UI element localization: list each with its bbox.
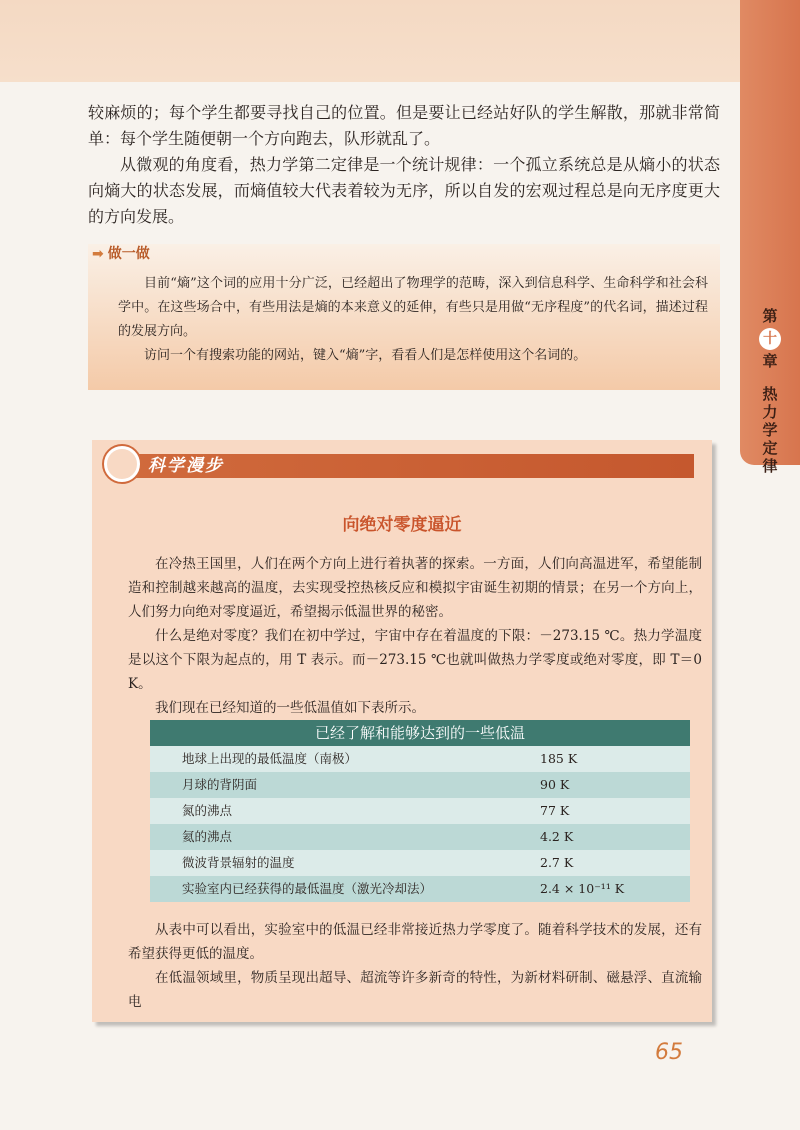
chapter-title-char: 定 (762, 439, 778, 457)
page-number: 65 (655, 1040, 683, 1065)
article-title: 向绝对零度逼近 (342, 515, 462, 535)
try-it-paragraph: 访问一个有搜索功能的网站，键入“熵”字，看看人们是怎样使用这个名词的。 (144, 348, 587, 363)
table-caption: 已经了解和能够达到的一些低温 (150, 720, 690, 746)
arrow-right-icon: ➡ (92, 246, 104, 262)
top-band (0, 0, 740, 82)
table-row (150, 850, 690, 876)
chapter-title-char: 力 (762, 403, 778, 421)
try-it-paragraph: 目前“熵”这个词的应用十分广泛，已经超出了物理学的范畴，深入到信息科学、生命科学和社会科学中。在这些场合中，有些用法是熵的本来意义的延伸，有些只是用做“无序程度”的代名词，描述过程的发展方向。 (118, 276, 708, 339)
table-cell-item: 实验室内已经获得的最低温度（激光冷却法） (182, 881, 433, 896)
try-it-heading-text: 做一做 (107, 246, 150, 262)
chapter-side-tab (740, 0, 800, 475)
table-cell-item: 微波背景辐射的温度 (182, 855, 295, 870)
article-paragraph: 我们现在已经知道的一些低温值如下表所示。 (155, 700, 425, 716)
table-cell-item: 氮的沸点 (182, 803, 233, 818)
chapter-title-char: 热 (762, 385, 778, 403)
chapter-suffix: 章 (762, 352, 778, 370)
table-cell-value: 2.7 K (540, 855, 574, 870)
article-paragraph: 从表中可以看出，实验室中的低温已经非常接近热力学零度了。随着科学技术的发展，还有希望获得更低的温度。 (128, 922, 702, 962)
table-row (150, 824, 690, 850)
table-row (150, 746, 690, 772)
chapter-prefix: 第 (762, 307, 778, 325)
chapter-number-badge: 十 (759, 328, 781, 350)
science-walk-label: 科学漫步 (148, 456, 224, 476)
chapter-title-char: 学 (762, 421, 778, 439)
table-cell-item: 氦的沸点 (182, 829, 233, 844)
banner-circle-icon (104, 446, 140, 482)
chapter-title (740, 385, 800, 475)
table-cell-value: 4.2 K (540, 829, 574, 844)
table-cell-value: 77 K (540, 803, 570, 818)
try-it-box (88, 244, 720, 390)
try-it-text (118, 272, 708, 368)
table-cell-item: 地球上出现的最低温度（南极） (182, 751, 358, 766)
try-it-heading (92, 244, 150, 264)
body-paragraph-2: 从微观的角度看，热力学第二定律是一个统计规律：一个孤立系统总是从熵小的状态向熵大的状态发展，而熵值较大代表着较为无序，所以自发的宏观过程总是向无序度更大的方向发展。 (88, 155, 720, 226)
body-paragraph-1: 较麻烦的；每个学生都要寻找自己的位置。但是要让已经站好队的学生解散，那就非常简单：每个学生随便朝一个方向跑去，队形就乱了。 (88, 103, 720, 148)
article-paragraph: 在冷热王国里，人们在两个方向上进行着执著的探索。一方面，人们向高温进军，希望能制造和控制越来越高的温度，去实现受控热核反应和模拟宇宙诞生初期的情景；在另一个方向上，人们努力向绝对零度逼近，希望揭示低温世界的秘密。 (128, 556, 702, 620)
table-cell-value: 90 K (540, 777, 570, 792)
science-walk-box (92, 440, 712, 1022)
table-cell-value: 2.4 × 10⁻¹¹ K (540, 881, 625, 896)
table-row (150, 798, 690, 824)
article-paragraph: 在低温领域里，物质呈现出超导、超流等许多新奇的特性，为新材料研制、磁悬浮、直流输电 (128, 970, 702, 1010)
chapter-title-char: 律 (762, 457, 778, 475)
table-row (150, 876, 690, 902)
article-paragraph: 什么是绝对零度？我们在初中学过，宇宙中存在着温度的下限：－273.15 ℃。热力学温度是以这个下限为起点的，用 T 表示。而－273.15 ℃也就叫做热力学零度或绝对零度，即 T＝0 K。 (128, 628, 702, 692)
low-temperature-table (150, 720, 690, 902)
table-cell-item: 月球的背阴面 (182, 777, 258, 792)
table-cell-value: 185 K (540, 751, 578, 766)
chapter-marker (740, 305, 800, 372)
article-text-top (128, 552, 702, 720)
table-row (150, 772, 690, 798)
article-text-bottom (128, 918, 702, 1014)
